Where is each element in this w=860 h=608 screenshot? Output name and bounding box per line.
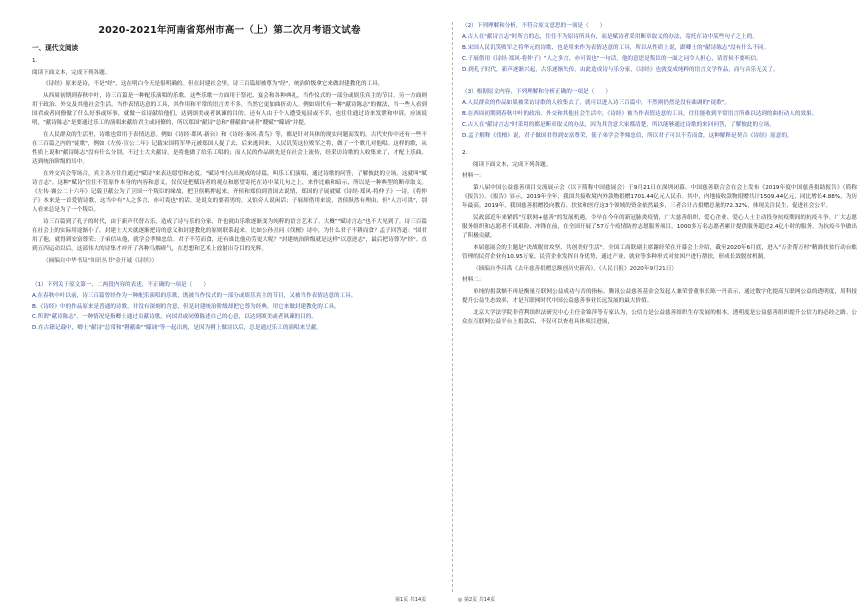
right-column <box>462 22 857 600</box>
page-title: 2020-2021年河南省郑州市高一（上）第二次月考语文试卷 <box>98 25 361 36</box>
reading-instruction: 阅读下面文本，完成下列各题。 <box>32 69 111 76</box>
article-source: （摘编自中华书局"知识丛书"金开诚《诗经》） <box>43 258 158 265</box>
question-3 <box>462 88 857 141</box>
option-c: C.古人在"献诗言志"时采用的都是断章取义的办法，因为其含意大家都清楚，所以能够通过诗歌的来回问答，了解彼此的立场。 <box>462 122 775 129</box>
material-paragraph: 本届慈展会的主题是"决战脱贫攻坚，共创美好生活"。全国工商联副主席谢经荣在开幕会上介绍，截至2020年6月底，进入"万企帮万村"精准扶贫行动台账管理的民营企业有10.95万家，民营企业发挥自身优势，通过产业、就业等多种形式对贫困户进行帮扶，形成长效脱贫机制。 <box>462 244 857 260</box>
question-1 <box>32 281 427 334</box>
column-divider <box>452 22 453 592</box>
material-label: 材料二： <box>462 277 485 284</box>
option-a: A.在春秋中叶以前，诗三百篇曾经作为一种配乐演唱的乐歌，既被当作仪式的一部分或娱乐宾主的节目，又被当作表情达意的工具。 <box>32 292 357 299</box>
option-d: D.在古籍记载中，卿士"献诗"总常和"瞽献曲""矇诵"等一起出现，是因为瞽上做诗以后，总是通过乐工的演唱来呈献。 <box>32 325 323 332</box>
material-label: 材料一： <box>462 173 485 180</box>
page-number-right: ◎ 第2页 共14页 <box>458 597 496 603</box>
question-stem: （3）根据原文内容，下列理解和分析正确的一项是（ ） <box>462 89 611 96</box>
option-b: B.在西周初期到春秋中叶的政治、外交和其他社会生活中，《诗经》被当作表情达意的工具，往往能收到平常语言所难以达到的曲折动人的效果。 <box>462 111 818 118</box>
article-paragraph: 从西周初期到春秋中叶，诗三百篇是一种配乐演唱的乐歌。这些乐歌一方面用于祭祀、宴会和各种典礼，当作仪式的一部分或娱乐宾主的节目。另一方面则用于政治、外交及其他社会生活，当作表情达意的工具，其作用和平常的语言差不多，当然它更加曲折动人。例如周代有一种"献诗陈志"的做法，当一些人看到国君或者同僚做了什么好事或坏事，就做一首诗献给他们，达到颂美或者讽谏的目的。还有人由于个人遭受冤屈或不幸，也往往通过诗来发泄和申诉。应该说明，"献诗陈志"是要通过乐工的演唱来献给君主或同僚的，所以郑国"献诗"总和"瞽献曲"或者"瞍赋""矇诵"并提。 <box>32 93 427 127</box>
question-number: 2. <box>462 149 468 156</box>
reading-instruction: 阅读下面文本，完成下列各题。 <box>473 161 552 168</box>
material-paragraph: 民政部近年来紧抓"互联网+慈善"的发展机遇，令早在今年的新冠肺炎疫情，广大慈善组织、爱心企业、爱心人士主动投身抗疫期间的抗疫斗争。广大志愿服务组织和志愿者不畏艰险、冲锋在前，在全国开展了57万个疫情防控志愿服务项目，1000多万名志愿者累计提供服务超过2.4亿小时的服务，为抗疫斗争做出了积极贡献。 <box>462 214 857 240</box>
question-stem: （1）下列关于原文第一、二两段内容的表述，不正确的一项是（ ） <box>32 281 209 288</box>
page-number-left: 第1页 共14页 <box>395 597 427 603</box>
article-paragraph: 诗三百篇到了孔子的时代，由于新声代替古乐，造成了诗与乐的分家，许也就由乐歌逐渐变为纯粹的语言艺术了。大概""赋诗言志"也不大见到了。诗三百篇在社会上的实际用途渐小了。封建士大夫就逐渐把诗的意义和封建教化的原则联系起来。比如公孙丑问《伐檀》诗中，为什么君子不耕而食？孟子回答道："国君用了他，就得到安富尊荣；子弟信从他，就学会孝悌忠信。君子不劳而食，还有谁比他功劳更大呢？"封建统治阶级就是这样"以意逆志"，最后把诗尊为"经"。直到五四运动以后，这部伟大的诗集才冲开了各种乌烟瘴气，在思想和艺术上放射出夺目的光辉。 <box>32 219 427 253</box>
material-paragraph: 第八届中国公益慈善项目交流展示会（以下简称中国慈展会）于9月21日在深圳闭幕。中国慈善联合会在会上发布《2019年度中国慈善捐助报告》（简称《报告》）。《报告》显示，2019年全年，我国共接收境内外款物捐赠1701.44亿元人民币。其中，内地接收款物捐赠共计1509.44亿元，同比增长4.88%，为历年最高。2019年，我国慈善捐赠投向教育、扶贫和医疗这3个领域的资金依然最多，三者合计占捐赠总量的72.32%，体现关注民生、促进社会公平。 <box>462 184 857 210</box>
left-column <box>32 22 427 600</box>
article-paragraph: 在外交宾会等场合，宾主各方往往通过"赋诗"来表达愿望和态度。"赋诗"时点出现成的诗篇，叫乐工们演唱，通过诗歌的问答，了解彼此的立场。这就叫"赋诗言志"。这种"赋诗"往往不管原作本身的内容和意义，仅仅是把赋诗者的观点和愿望寄托在诗中某几句之上，来作比喻和暗示，所以是一种典型的断章取义。《左传·襄公二十六年》记载卫献公为了卫国一个叛臣的缘故，把卫侯羁押起来，齐侯和郑伯到晋国去说情，郑国的子展就赋《诗经·郑风·将仲子》一诗。《将仲子》本来是一首爱情诗歌，这当中有"人之多言，亦可畏也"的话，是说女的要着男的，又怕旁人说闲话；子展却借用来说，晋侯纵然有理由，但"人言可畏"，别人看来总是为了一个叛臣。 <box>32 171 427 214</box>
material-paragraph: 北京大学法学院非营利组织法研究中心主任金锦萍等专家认为，公信力是公益慈善组织生存发展的根本，透明度是公益慈善组织提升公信力的必经之路。公众在互联网公益平台上捐款后，不仅可以查看具体项目进展， <box>462 309 857 325</box>
question-2 <box>462 22 857 75</box>
question-stem: （2）下列理解和分析，不符合原文意思的一项是（ ） <box>462 23 606 29</box>
option-b: B.宋国人民讥笑败军之将华元的诗歌，也是用来作为表情达意的工具，所以从性质上说，跟卿士的"献诗陈志"没有什么不同。 <box>462 44 770 51</box>
option-d: D.孟子解释《伐檀》说，君子做国君得到安富尊荣，使子弟学会孝悌忠信，所以君子可以不劳而食，这种解释是契合《诗经》原意的。 <box>462 133 793 140</box>
material-source: （摘编自李昌禹《去年慈善捐赠总额创历史新高》，《人民日报》2020年9月21日） <box>473 265 677 272</box>
article-paragraph: 《诗经》原来是诗，不是"经"，这在明白今天是很明确的。但在封建社会里，诗三百篇却被尊为"经"，统治阶级拿它来做封建教化的工具。 <box>43 81 384 88</box>
option-d: D.到孔子时代，新声逐渐兴起，古乐逐渐失传，由此造成诗与乐分家，《诗经》也就变成纯粹的语言文学作品，而与音乐无关了。 <box>462 66 779 73</box>
material-paragraph: 单纯的捐款额不再是衡量互联网公益成功与否的指标。腾讯公益慈善基金会发起人兼荣誉董事长陈一丹表示，通过数字化提高互联网公益的透明度，用科技提升公益生态效率，才是互联网时代中国公益慈善事业长远发展的最大价值。 <box>462 288 857 304</box>
question-number: 1. <box>32 58 38 64</box>
article-paragraph: 在人民群众的生活里，诗歌也常用于表情达意。例如《诗经·邶风·新台》和《诗经·秦风·黄鸟》等，都是针对具体的现实问题而发的。古代史传中还有一些不在三百篇之内的"徒歌"，例如《左传·宣公二年》记载宋国将军华元被郑国人捉了去，后来逃回来，人民讥笑这位败军之将，做了一个歌儿对他唱。这样的歌，从性质上说和"献诗陈志"没有什么分别。不过士大夫献诗，是将他做了给乐工唱的；而人民的作品则先是在社会上流传，经采访诗歌的人收集来了，才配上乐曲，达到统治阶级的耳中。 <box>32 132 427 166</box>
option-c: C.子展借用《诗经·郑风·将仲子》"人之多言，亦可畏也"一句话，他的意思是叛臣的一面之词令人担心，请晋侯不要听信。 <box>462 55 762 62</box>
option-a: A.古人在"献诗言志"时所言的志，往往不为原诗所具有，而是赋诗者采用断章取义的办法，寄托在诗中某些句子之上的。 <box>462 33 758 40</box>
option-b: B.《诗经》中的作品原来是普通的诗歌，并没有深刻的含意，但是封建统治阶级却把它尊为经典，用它来做封建教化的工具。 <box>32 303 340 310</box>
option-c: C.所谓"献诗陈志"，一种情况是指卿士通过贡献诗歌，向国君或同僚陈述自己的心意，以达到颂美或者讽谏的目的。 <box>32 314 317 321</box>
section-heading: 一、现代文阅读 <box>32 44 79 52</box>
option-a: A.人民群众的作品如果被采访诗歌的人收集去了，就可以进入诗三百篇中，不然则仍然是没有曲调的"徒歌"。 <box>462 100 730 107</box>
